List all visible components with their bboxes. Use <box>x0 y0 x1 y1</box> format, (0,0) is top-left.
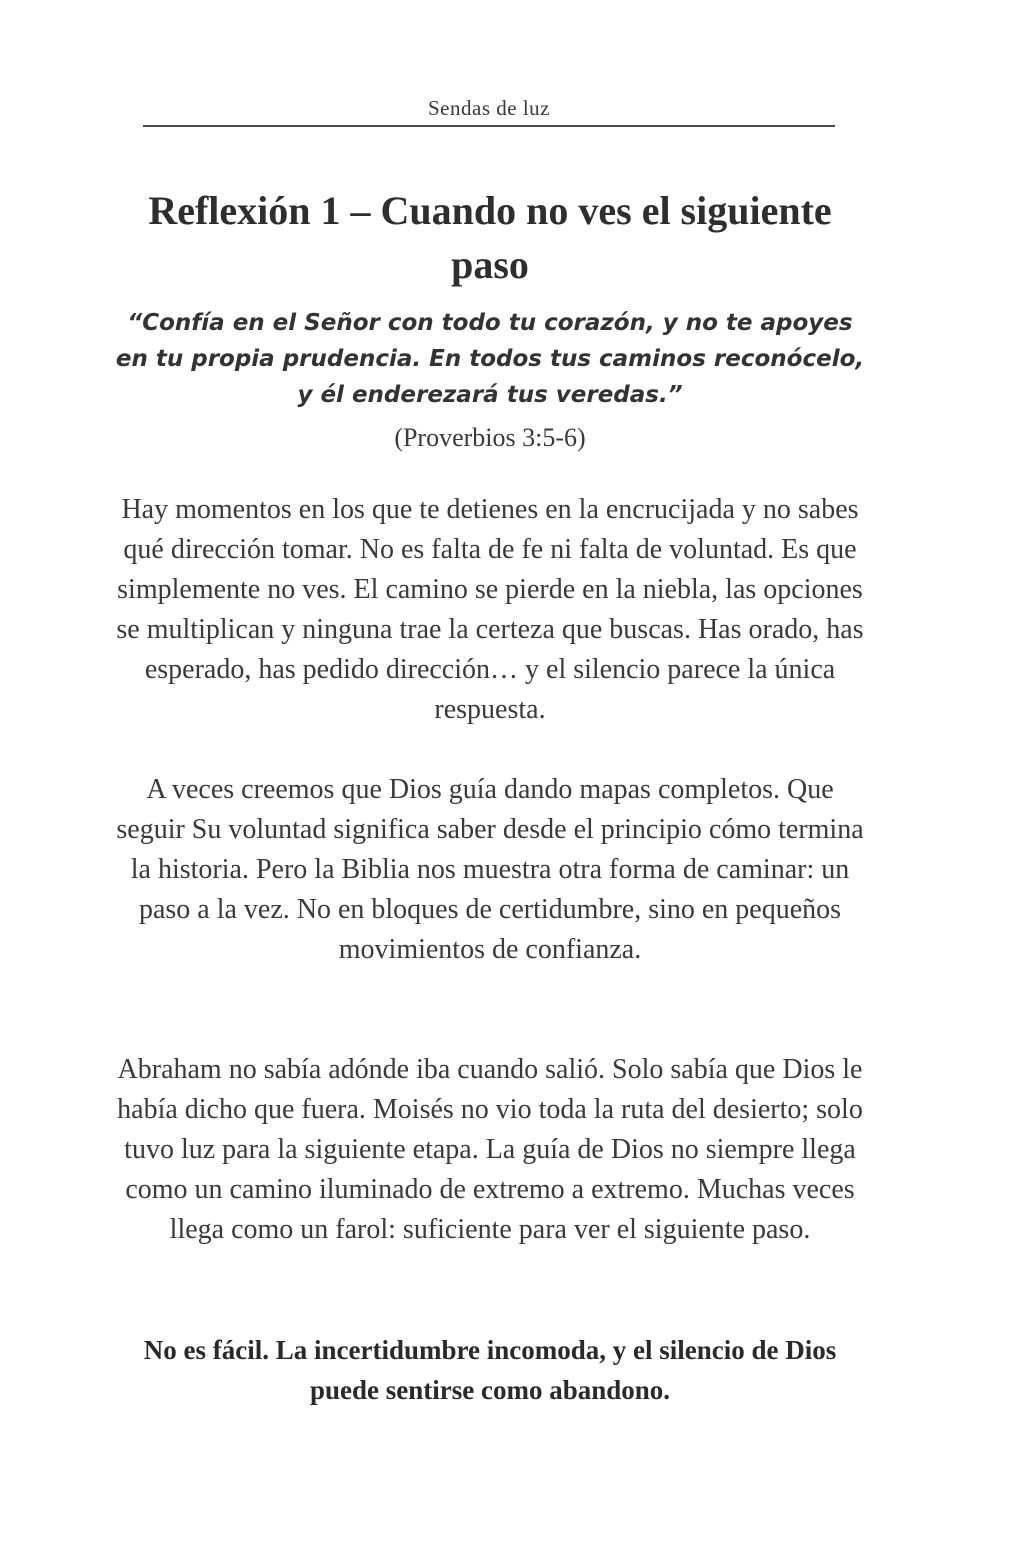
verse-quote: “Confía en el Señor con todo tu corazón, y no te apoyes en tu propia prudencia. En todos tus caminos reconócelo, y él enderezará tus veredas.” <box>115 310 865 408</box>
paragraph: A veces creemos que Dios guía dando mapas completos. Que seguir Su voluntad significa saber desde el principio cómo termina la historia. Pero la Biblia nos muestra otra forma de caminar: un paso a la vez. No en bloques de certidumbre, sino en pequeños movimientos de confianza. <box>116 774 864 965</box>
header-rule <box>143 125 835 127</box>
emphasis-paragraph: No es fácil. La incertidumbre incomoda, y el silencio de Dios puede sentirse como abandono. <box>143 1335 837 1405</box>
paragraph: Abraham no sabía adónde iba cuando salió. Solo sabía que Dios le había dicho que fuera. Moisés no vio toda la ruta del desierto; solo tuvo luz para la siguiente etapa. La guía de Dios no siempre llega como un camino iluminado de extremo a extremo. Muchas veces llega como un farol: suficiente para ver el siguiente paso. <box>117 1054 863 1245</box>
verse-reference: (Proverbios 3:5-6) <box>394 423 586 452</box>
page-title: Reflexión 1 – Cuando no ves el siguiente paso <box>148 188 832 287</box>
running-header: Sendas de luz <box>428 96 550 120</box>
paragraph: Hay momentos en los que te detienes en la encrucijada y no sabes qué dirección tomar. No es falta de fe ni falta de voluntad. Es que simplemente no ves. El camino se pierde en la niebla, las opciones se multiplican y ninguna trae la certeza que buscas. Has orado, has esperado, has pedido dirección… y el silencio parece la única respuesta. <box>116 494 864 725</box>
